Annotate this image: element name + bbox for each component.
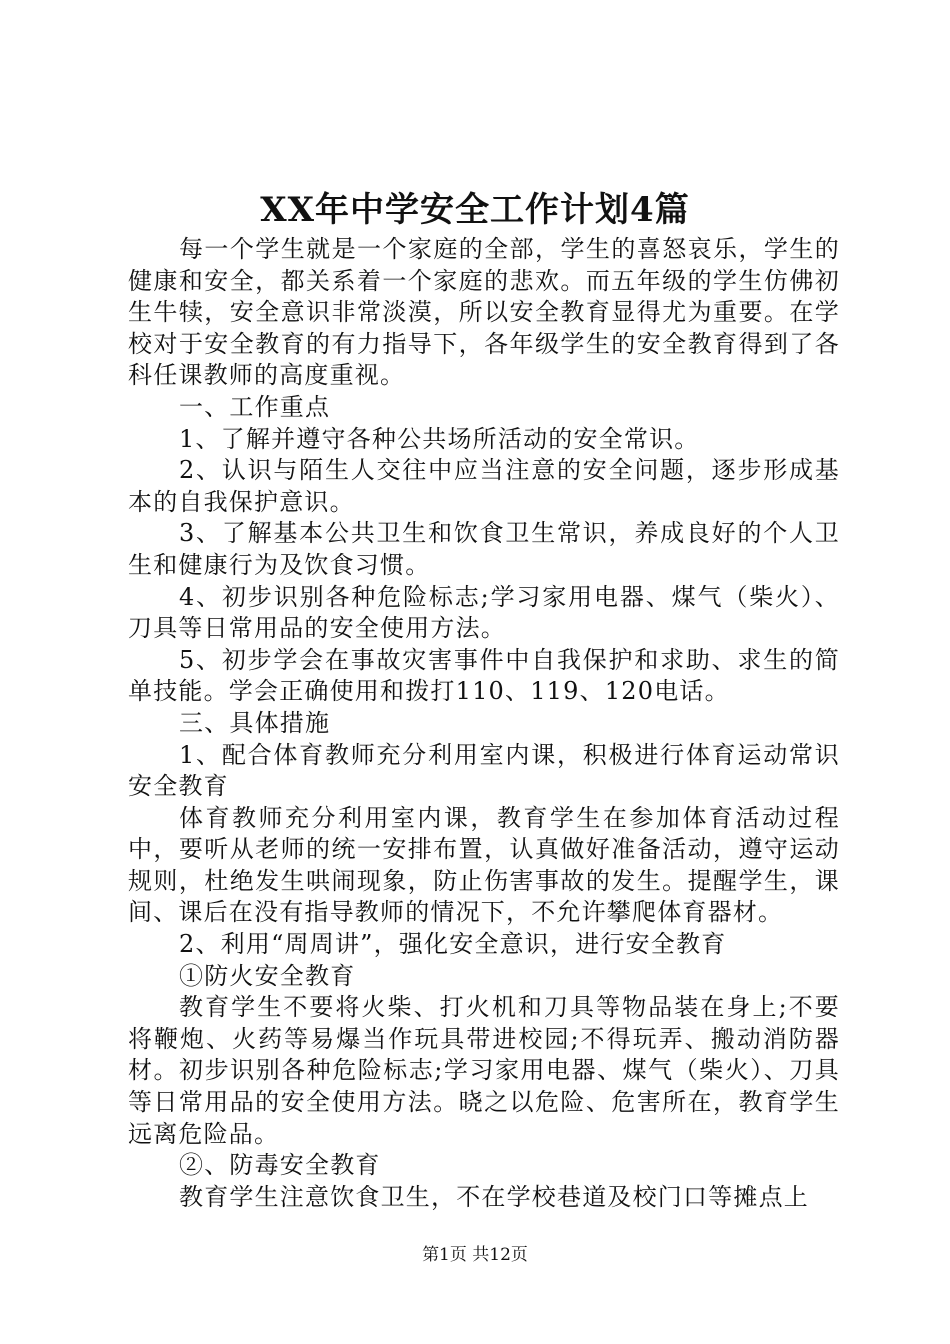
poison-safety-text: 教育学生注意饮食卫生，不在学校巷道及校门口等摊点上 — [179, 1182, 809, 1211]
paragraph-intro: 每一个学生就是一个家庭的全部，学生的喜怒哀乐，学生的健康和安全，都关系着一个家庭的悲欢。而五年级的学生仿佛初生牛犊，安全意识非常淡漠，所以安全教育显得尤为重要。在学校对于安全教育的有力指导下，各年级学生的安全教育得到了各科任课教师的高度重视。 — [128, 235, 840, 390]
list-item-5: 5、初步学会在事故灾害事件中自我保护和求助、求生的简单技能。学会正确使用和拨打110、119、120电话。 — [128, 645, 840, 706]
page-footer: 第1页 共12页 — [422, 1245, 528, 1265]
document-body — [128, 234, 840, 1213]
measure-1-heading: 1、配合体育教师充分利用室内课，积极进行体育运动常识安全教育 — [128, 740, 840, 801]
list-item-4: 4、初步识别各种危险标志;学习家用电器、煤气（柴火）、刀具等日常用品的安全使用方法。 — [128, 582, 840, 643]
document-title: XX年中学安全工作计划4篇 — [260, 190, 690, 230]
heading-measures: 三、具体措施 — [179, 708, 331, 737]
fire-safety-heading: ①防火安全教育 — [179, 961, 356, 990]
list-item-1: 1、了解并遵守各种公共场所活动的安全常识。 — [179, 424, 700, 453]
measure-2-heading: 2、利用“周周讲”，强化安全意识，进行安全教育 — [179, 930, 727, 959]
list-item-3: 3、了解基本公共卫生和饮食卫生常识，养成良好的个人卫生和健康行为及饮食习惯。 — [128, 519, 840, 579]
poison-safety-heading: ②、防毒安全教育 — [179, 1151, 381, 1180]
measure-1-text: 体育教师充分利用室内课，教育学生在参加体育活动过程中，要听从老师的统一安排布置，认真做好准备活动，遵守运动规则，杜绝发生哄闹现象，防止伤害事故的发生。提醒学生，课间、课后在没有指导教师的情况下，不允许攀爬体育器材。 — [128, 803, 840, 927]
list-item-2: 2、认识与陌生人交往中应当注意的安全问题，逐步形成基本的自我保护意识。 — [128, 456, 840, 516]
fire-safety-text: 教育学生不要将火柴、打火机和刀具等物品装在身上;不要将鞭炮、火药等易爆当作玩具带进校园;不得玩弄、搬动消防器材。初步识别各种危险标志;学习家用电器、煤气（柴火）、刀具等日常用品的安全使用方法。晓之以危险、危害所在，教育学生远离危险品。 — [128, 993, 840, 1148]
heading-work-focus: 一、工作重点 — [179, 392, 331, 421]
